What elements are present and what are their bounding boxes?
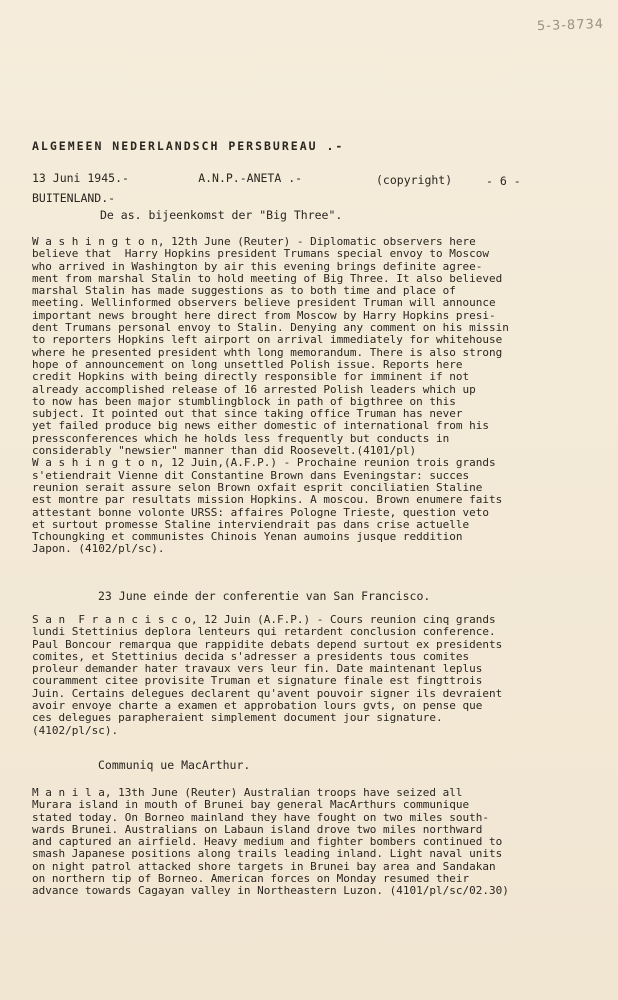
text-line: ment from marshal Stalin to hold meeting of Big Three. It also believed — [32, 272, 503, 285]
text-line: M a n i l a, 13th June (Reuter) Australian troops have seized all — [32, 787, 463, 799]
text-line: dent Trumans personal envoy to Stalin. Denying any comment on his missin — [32, 322, 509, 335]
text-line: Tchoungking et communistes Chinois Yenan aumoins jusque reddition — [32, 531, 463, 544]
text-line: stated today. On Borneo mainland they have fought on two miles south- — [32, 811, 489, 824]
text-line: avoir envoye charte a examen et approbation lours gvts, on pense que — [32, 700, 483, 713]
text-line: where he presented president whth long memorandum. There is also strong — [32, 346, 503, 359]
page-number: - 6 - — [486, 174, 521, 188]
text-line: S a n F r a n c i s c o, 12 Juin (A.F.P.) - Cours reunion cinq grands — [32, 614, 496, 626]
text-line: Paul Boncour remarqua que rappidite debats depend surtout ex presidents — [32, 638, 503, 651]
article-heading: Communiq ue MacArthur. — [98, 758, 251, 772]
text-line: and captured an airfield. Heavy medium and fighter bombers continued to — [32, 836, 503, 849]
text-line: couramment citee provisite Truman et signature finale est fingttrois — [32, 675, 483, 688]
text-line: believe that Harry Hopkins president Trumans special envoy to Moscow — [32, 248, 489, 261]
article-heading: De as. bijeenkomst der "Big Three". — [100, 208, 343, 222]
masthead: ALGEMEEN NEDERLANDSCH PERSBUREAU .- — [32, 139, 345, 153]
text-line: W a s h i n g t o n, 12 Juin,(A.F.P.) - Prochaine reunion trois grands — [32, 457, 496, 470]
text-line: marshal Stalin has made suggestions as to both time and place of — [32, 285, 456, 298]
text-line: already accomplished release of 16 arrested Polish leaders which up — [32, 383, 476, 396]
text-line: Juin. Certains delegues declarent qu'avent pouvoir signer ils devraient — [32, 687, 503, 700]
article-body — [32, 614, 592, 737]
archive-number-mark: 5-3-8734 — [536, 16, 605, 35]
date-agency-line — [32, 172, 302, 184]
text-line: proleur demander hater travaux vers leur fin. Date maintenant leplus — [32, 663, 483, 676]
text-line: yet failed produce big news either domestic of international from his — [32, 420, 489, 433]
article-body — [32, 787, 592, 898]
text-line: to now has been major stumblingblock in path of bigthree on this — [32, 395, 456, 408]
section-label: BUITENLAND.- — [32, 191, 116, 205]
text-line: pressconferences which he holds less frequently but conducts in — [32, 432, 450, 445]
text-line: et surtout promesse Staline interviendrait pas dans crise actuelle — [32, 518, 470, 531]
text-line: comites, et Stettinius decida s'adresser a presidents tous comites — [32, 650, 470, 663]
text-line: est montre par resultats mission Hopkins. A moscou. Brown enumere faits — [32, 494, 503, 507]
text-line: advance towards Cagayan valley in Northeastern Luzon. (4101/pl/sc/02.30) — [32, 885, 509, 898]
text-line: to reporters Hopkins left airport on arrival immediately for whitehouse — [32, 334, 503, 347]
text-line: subject. It pointed out that since taking office Truman has never — [32, 408, 463, 421]
text-line: reunion serait assure selon Brown oxfait esprit conciliatien Staline — [32, 481, 483, 494]
text-line: wards Brunei. Australians on Labaun island drove two miles northward — [32, 823, 483, 836]
text-line: considerably "newsier" manner than did Roosevelt.(4101/pl) — [32, 445, 417, 458]
text-line: (4102/pl/sc). — [32, 724, 119, 737]
text-line: s'etiendrait Vienne dit Constantine Brown dans Eveningstar: succes — [32, 469, 470, 482]
text-line: lundi Stettinius deplora lenteurs qui retardent conclusion conference. — [32, 626, 496, 639]
text-line: Murara island in mouth of Brunei bay general MacArthurs communique — [32, 799, 470, 812]
text-line: meeting. Wellinformed observers believe president Truman will announce — [32, 297, 496, 310]
date: 13 Juni 1945.- — [32, 171, 129, 185]
agency: A.N.P.-ANETA .- — [198, 171, 303, 185]
text-line: ces delegues parapheraient simplement document jour signature. — [32, 712, 443, 725]
text-line: on northern tip of Borneo. American forces on Monday resumed their — [32, 873, 470, 886]
text-line: credit Hopkins with being directly responsible for imminent if not — [32, 371, 470, 384]
text-line: attestant bonne volonte URSS: affaires Pologne Trieste, question veto — [32, 506, 489, 519]
copyright: (copyright) — [376, 173, 453, 187]
article-heading: 23 June einde der conferentie van San Francisco. — [98, 589, 431, 603]
text-line: smash Japanese positions along trails leading inland. Light naval units — [32, 848, 503, 861]
article-body — [32, 236, 592, 556]
text-line: W a s h i n g t o n, 12th June (Reuter) - Diplomatic observers here — [32, 236, 476, 248]
text-line: who arrived in Washington by air this evening brings definite agree- — [32, 260, 483, 273]
text-line: on night patrol attacked shore targets in Brunei bay area and Sandakan — [32, 860, 496, 873]
text-line: important news brought here direct from Moscow by Harry Hopkins presi- — [32, 309, 496, 322]
text-line: hope of announcement on long unsettled Polish issue. Reports here — [32, 358, 463, 371]
text-line: Japon. (4102/pl/sc). — [32, 543, 165, 556]
